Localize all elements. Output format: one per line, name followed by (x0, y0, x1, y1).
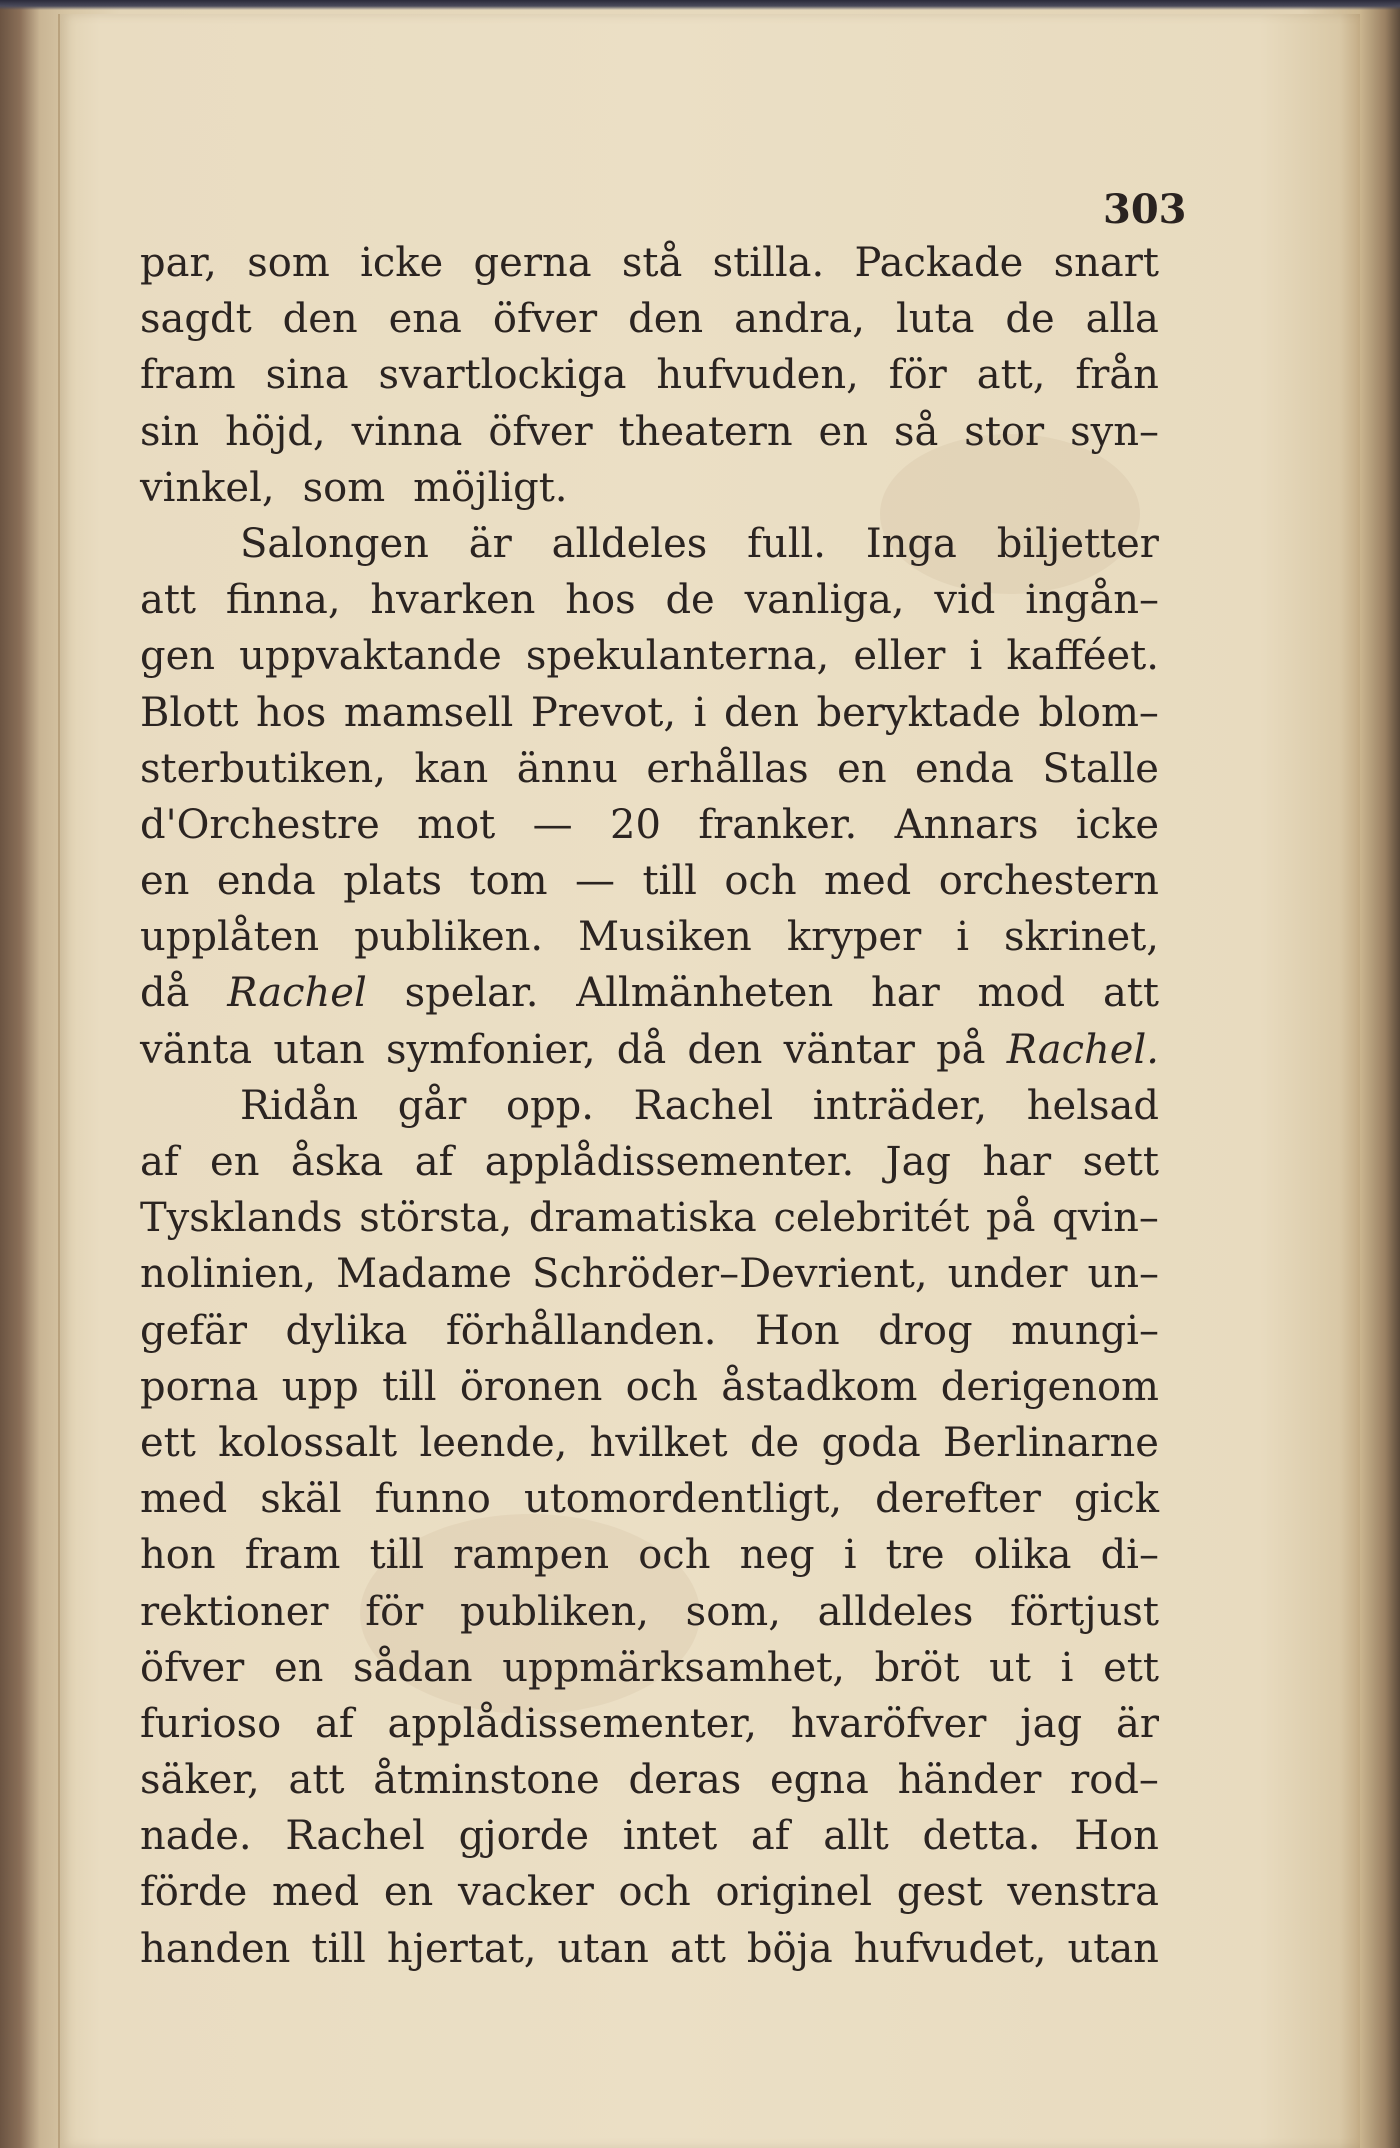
word: till (642, 858, 697, 905)
word: har (871, 970, 940, 1017)
text-line (140, 1864, 1159, 1920)
word: Annars (894, 801, 1039, 848)
word: Madame (336, 1251, 512, 1298)
text-line (140, 1190, 1159, 1246)
word: vinkel, (140, 464, 275, 511)
word: orchestern (938, 858, 1159, 905)
word: publiken. (354, 914, 544, 961)
word: med (271, 1869, 360, 1916)
word: Rachel (633, 1082, 774, 1129)
top-edge-band (0, 0, 1400, 10)
word: luta (895, 296, 975, 343)
word: och (618, 1869, 691, 1916)
word: detta. (922, 1813, 1041, 1860)
word: Jag (885, 1139, 952, 1185)
word: par, (140, 240, 217, 286)
word: då (616, 1026, 667, 1073)
word: plats (343, 858, 443, 905)
word: till (382, 1363, 437, 1410)
word: gest (896, 1869, 983, 1916)
word: hvilket (589, 1419, 728, 1466)
text-line (140, 1640, 1159, 1696)
word: då (140, 970, 190, 1017)
text-line (140, 1584, 1159, 1640)
word: och (625, 1363, 698, 1410)
word: biljetter (996, 520, 1159, 567)
word: i (956, 914, 970, 961)
word: den (687, 1026, 763, 1073)
word: mot (417, 801, 496, 848)
word: intet (622, 1813, 718, 1860)
word: blom– (1038, 689, 1159, 736)
word: handen (140, 1925, 291, 1972)
text-line (140, 404, 1159, 460)
word: olika (973, 1532, 1072, 1579)
word: på (986, 1195, 1036, 1242)
word: Schröder–Devrient, (531, 1251, 928, 1298)
word: originel (715, 1869, 873, 1916)
word: att, (976, 352, 1046, 399)
word: Rachel. (1006, 1026, 1159, 1073)
word: den (723, 689, 799, 736)
word: rampen (453, 1532, 610, 1579)
word: Musiken (578, 914, 752, 961)
word: gerna (473, 240, 592, 286)
text-line (140, 1696, 1159, 1752)
word: ut (989, 1644, 1031, 1691)
word: eller (853, 633, 946, 680)
text-line (140, 685, 1159, 741)
word: sin (140, 408, 200, 455)
word: och (724, 858, 797, 905)
word: går (397, 1082, 467, 1129)
word: så (893, 408, 939, 455)
word: möjligt. (413, 464, 568, 511)
word: förhållanden. (445, 1307, 717, 1354)
word: goda (821, 1419, 921, 1466)
word: spekulanterna, (525, 633, 830, 680)
word: inträder, (812, 1082, 988, 1129)
word: en (818, 408, 868, 455)
word: mamsell (343, 689, 514, 736)
word: un– (1087, 1251, 1159, 1298)
word: tre (885, 1532, 945, 1579)
word: andra, (734, 296, 865, 343)
word: väntar (783, 1026, 915, 1073)
word: skäl (260, 1476, 342, 1523)
word: leende, (419, 1419, 568, 1466)
word: nade. (140, 1813, 252, 1860)
word: sterbutiken, (140, 745, 387, 792)
word: förtjust (1010, 1588, 1159, 1635)
word: mod (977, 970, 1066, 1017)
text-line (140, 516, 1159, 572)
word: utan (273, 1026, 365, 1073)
word: gefär (140, 1307, 248, 1354)
word: Ridån (240, 1082, 359, 1129)
word: med (824, 858, 912, 905)
word: förde (140, 1869, 248, 1916)
word: enda (915, 745, 1014, 792)
word: gick (1073, 1476, 1159, 1523)
word: svartlockiga (378, 352, 627, 399)
text-line (140, 235, 1159, 291)
text-line (140, 1303, 1159, 1359)
word: med (140, 1476, 228, 1523)
word: Packade (854, 240, 1024, 286)
word: kryper (786, 914, 922, 961)
word: neg (739, 1532, 815, 1579)
word: dylika (285, 1307, 408, 1354)
word: på (936, 1026, 986, 1073)
word: celebritét (773, 1195, 970, 1242)
word: i (693, 689, 707, 736)
word: alla (1085, 296, 1159, 343)
word: utan (1067, 1925, 1159, 1972)
word: som (302, 464, 386, 511)
text-line (140, 291, 1159, 347)
text-line (140, 1415, 1159, 1471)
word: icke (360, 240, 444, 286)
word: Rachel (285, 1813, 425, 1860)
word: Rachel (227, 970, 367, 1017)
word: öfver (492, 296, 598, 343)
word: alldeles (817, 1588, 974, 1635)
word: derigenom (940, 1363, 1159, 1410)
text-line (140, 1359, 1159, 1415)
word: att (288, 1757, 345, 1804)
word: de (665, 577, 715, 624)
word: hvaröfver (790, 1700, 987, 1747)
word: kan (414, 745, 489, 792)
word: Salongen (240, 520, 429, 567)
word: jag (1020, 1700, 1083, 1747)
word: från (1075, 352, 1159, 399)
word: en (837, 745, 887, 792)
word: Inga (865, 520, 957, 567)
word: som, (685, 1588, 781, 1635)
word: Tysklands (140, 1195, 343, 1242)
word: deras (628, 1757, 742, 1804)
text-line (140, 741, 1159, 797)
word: de (1005, 296, 1055, 343)
word: uppmärksamhet, (502, 1644, 845, 1691)
word: af (750, 1813, 790, 1860)
text-line (140, 1527, 1159, 1583)
word: vacker (457, 1869, 594, 1916)
word: Hon (1074, 1813, 1159, 1860)
word: åska (290, 1139, 384, 1185)
word: för (888, 352, 947, 399)
word: derefter (875, 1476, 1041, 1523)
word: Blott (140, 689, 239, 736)
text-line (140, 1134, 1159, 1190)
word: höjd, (225, 408, 326, 455)
word: hvarken (370, 577, 536, 624)
word: öfver (140, 1644, 245, 1691)
word: allt (823, 1813, 889, 1860)
word: utan (557, 1925, 649, 1972)
word: en (210, 1139, 260, 1185)
word: publiken, (460, 1588, 649, 1635)
word: icke (1075, 801, 1159, 848)
text-line (140, 628, 1159, 684)
word: som (247, 240, 330, 286)
text-line (140, 1078, 1159, 1134)
word: bröt (874, 1644, 960, 1691)
word: i (1060, 1644, 1074, 1691)
word: en (383, 1869, 434, 1916)
word: ännu (516, 745, 618, 792)
word: vid (934, 577, 996, 624)
word: enda (216, 858, 316, 905)
word: 20 (610, 801, 661, 848)
word: sina (265, 352, 349, 399)
word: öronen (459, 1363, 603, 1410)
text-line (140, 347, 1159, 403)
word: vänta (140, 1026, 253, 1073)
word: ena (388, 296, 462, 343)
word: och (638, 1532, 711, 1579)
word: har (982, 1139, 1052, 1185)
word: uppvaktande (239, 633, 502, 680)
word: är (468, 520, 512, 567)
word: för (365, 1588, 424, 1635)
word: Stalle (1042, 745, 1159, 792)
word: åtminstone (373, 1757, 600, 1804)
word: di– (1100, 1532, 1159, 1579)
word: furioso (140, 1700, 282, 1747)
word: full. (747, 520, 827, 567)
text-line (140, 1471, 1159, 1527)
word: erhållas (646, 745, 809, 792)
word: i (969, 633, 983, 680)
word: under (947, 1251, 1068, 1298)
word: mungi– (1011, 1307, 1159, 1354)
word: — (532, 801, 573, 848)
word: snart (1053, 240, 1159, 286)
word: gjorde (458, 1813, 590, 1860)
word: ett (140, 1419, 196, 1466)
word: vinna (351, 408, 463, 455)
word: åstadkom (721, 1363, 918, 1410)
word: att (140, 577, 196, 624)
word: dramatiska (528, 1195, 757, 1242)
word: finna, (225, 577, 341, 624)
word: theatern (618, 408, 793, 455)
text-line (140, 797, 1159, 853)
word: kafféet. (1006, 633, 1159, 680)
word: hjertat, (386, 1925, 537, 1972)
word: af (140, 1139, 179, 1185)
text-line (140, 853, 1159, 909)
word: egna (769, 1757, 869, 1804)
word: händer (897, 1757, 1042, 1804)
word: syn– (1070, 408, 1159, 455)
word: är (1115, 1700, 1159, 1747)
word: skrinet, (1004, 914, 1159, 961)
word: stå (621, 240, 683, 286)
word: upplåten (140, 914, 320, 961)
word: utomordentligt, (523, 1476, 843, 1523)
text-line (140, 909, 1159, 965)
word: en (140, 858, 190, 905)
word: spelar. (404, 970, 539, 1017)
word: i (843, 1532, 857, 1579)
text-line (140, 1022, 1159, 1078)
word: funno (374, 1476, 491, 1523)
word: den (628, 296, 704, 343)
word: största, (359, 1195, 513, 1242)
word: kolossalt (218, 1419, 398, 1466)
word: applådissementer. (484, 1139, 855, 1185)
word: porna (140, 1363, 259, 1410)
text-line (140, 1752, 1159, 1808)
word: af (414, 1139, 454, 1185)
word: beryktade (816, 689, 1021, 736)
word: hon (140, 1532, 216, 1579)
word: fram (140, 352, 236, 399)
word: symfonier, (385, 1026, 596, 1073)
word: sagdt (140, 296, 252, 343)
text-line (140, 1246, 1159, 1302)
word: — (575, 858, 616, 905)
word: vanliga, (744, 577, 905, 624)
word: franker. (698, 801, 858, 848)
word: d'Orchestre (140, 801, 380, 848)
word: Hon (754, 1307, 840, 1354)
word: drog (878, 1307, 973, 1354)
word: qvin– (1052, 1195, 1159, 1242)
text-line (140, 1921, 1159, 1977)
word: öfver (488, 408, 593, 455)
word: Allmänheten (576, 970, 834, 1017)
word: säker, (140, 1757, 260, 1804)
word: hos (255, 689, 327, 736)
word: Berlinarne (943, 1419, 1159, 1466)
word: rektioner (140, 1588, 329, 1635)
word: upp (281, 1363, 359, 1410)
word: ett (1103, 1644, 1159, 1691)
word: fram (244, 1532, 341, 1579)
word: hufvuden, (656, 352, 859, 399)
word: stor (964, 408, 1045, 455)
text-line (140, 1808, 1159, 1864)
word: nolinien, (140, 1251, 317, 1298)
word: opp. (505, 1082, 594, 1129)
word: till (369, 1532, 425, 1579)
word: de (749, 1419, 800, 1466)
word: till (311, 1925, 366, 1972)
word: Prevot, (530, 689, 677, 736)
word: af (315, 1700, 354, 1747)
word: stilla. (712, 240, 825, 286)
text-line (140, 572, 1159, 628)
word: en (273, 1644, 324, 1691)
word: den (282, 296, 358, 343)
page-number: 303 (1103, 186, 1187, 233)
word: venstra (1007, 1869, 1159, 1916)
word: tom (469, 858, 548, 905)
text-line (140, 460, 1159, 516)
word: ingån– (1025, 577, 1159, 624)
word: rod– (1070, 1757, 1159, 1804)
word: sett (1082, 1139, 1159, 1185)
word: böja (746, 1925, 833, 1972)
word: alldeles (551, 520, 708, 567)
word: hos (565, 577, 636, 624)
text-line (140, 965, 1159, 1021)
body-text (140, 235, 1159, 1977)
word: applådissementer, (387, 1700, 757, 1747)
word: hufvudet, (853, 1925, 1047, 1972)
word: att (669, 1925, 726, 1972)
word: att (1102, 970, 1159, 1017)
word: sådan (353, 1644, 473, 1691)
word: gen (140, 633, 216, 680)
word: helsad (1026, 1082, 1159, 1129)
